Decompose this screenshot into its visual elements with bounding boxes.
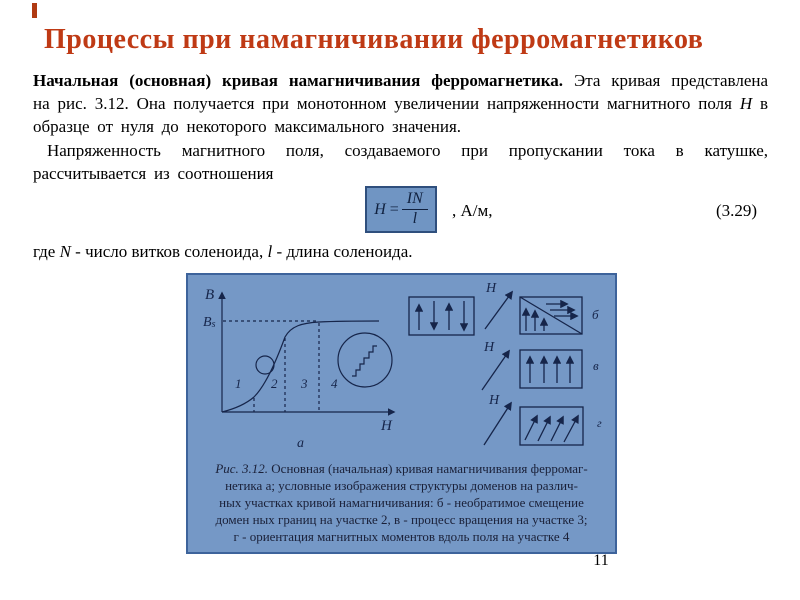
figure-caption: [188, 457, 615, 545]
h-label-2: H: [484, 340, 495, 355]
barkhausen-steps: [352, 346, 377, 376]
slide-title: Процессы при намагничивании ферромагнетиков: [44, 24, 704, 55]
h-field-arrow-1: [485, 292, 512, 329]
domain-box-v: [520, 350, 582, 388]
formula-fraction: [402, 191, 428, 228]
curve-detail-circle: [256, 356, 274, 374]
caption-fig-ref: Рис. 3.12.: [215, 461, 269, 476]
caption-line-2: нетика а; условные изображения структуры доменов на различ-: [225, 478, 578, 493]
where-prefix: где: [33, 242, 60, 261]
paragraph-intro-text-2: в образце от нуля до некоторого максимального значения.: [33, 94, 769, 136]
caption-line-1-text: Основная (начальная) кривая намагничивания ферромаг-: [268, 461, 588, 476]
region-1-label: 1: [235, 376, 242, 391]
domain-arrow-diagonal: [551, 417, 563, 441]
formula-units: , А/м,: [452, 201, 493, 220]
caption-line-5: г - ориентация магнитных моментов вдоль поля на участке 4: [233, 529, 570, 544]
domain-arrow-diagonal: [525, 416, 537, 440]
region-2-label: 2: [271, 376, 278, 391]
diagram-label-g: г: [597, 416, 602, 430]
caption-line-4: домен ных границ на участке 2, в - процесс вращения на участке 3;: [215, 512, 588, 527]
bs-label-b: B: [203, 315, 212, 330]
domain-arrow-diagonal: [538, 417, 550, 441]
where-mid: - число витков соленоида,: [70, 242, 268, 261]
h-label-1: H: [486, 281, 497, 296]
corner-accent-mark: [32, 3, 37, 18]
page-number: 11: [593, 552, 609, 569]
graph-sub-label-a: а: [297, 436, 304, 451]
h-label-3: H: [489, 393, 500, 408]
h-field-arrow-2: [482, 351, 509, 390]
formula-denominator: l: [412, 210, 418, 227]
diagram-label-b: б: [592, 307, 599, 322]
figure-3-12: [186, 273, 617, 554]
caption-line-3: ных участках кривой намагничивания: б - необратимое смещение: [219, 495, 584, 510]
formula-numerator: IN: [402, 191, 428, 210]
diagram-label-v: в: [593, 358, 599, 373]
domain-diagrams: [409, 292, 583, 445]
formula-box: [365, 186, 437, 233]
bs-label: [203, 315, 216, 330]
paragraph-intro: [33, 69, 768, 138]
magnetization-graph: [222, 293, 394, 412]
equation-number: (3.29): [716, 201, 758, 220]
l-variable: l: [267, 242, 273, 261]
where-definition-line: [33, 242, 753, 262]
n-variable: N: [59, 242, 71, 261]
h-field-symbol: Н: [739, 94, 753, 113]
formula-lhs: H: [374, 200, 386, 218]
region-4-label: 4: [331, 376, 338, 391]
figure-graphics: [188, 275, 615, 457]
h-axis-label: H: [381, 418, 392, 434]
bs-label-sub: s: [211, 319, 216, 330]
paragraph-intro-text-1: Эта кривая представлена на рис. 3.12. Она получается при монотонном увеличении напряженности магнитного поля: [33, 71, 769, 113]
b-axis-label: B: [205, 287, 215, 303]
barkhausen-zoom-circle: [338, 333, 392, 387]
formula-equals: =: [389, 200, 399, 218]
h-field-arrow-3: [484, 403, 511, 445]
paragraph-field-strength: Напряженность магнитного поля, создаваемого при пропускании тока в катушке, рассчитывается из соотношения: [33, 141, 768, 183]
domain-arrow-diagonal: [564, 416, 578, 442]
where-suffix: - длина соленоида.: [272, 242, 413, 261]
paragraph-intro-lead: Начальная (основная) кривая намагничивания ферромагнетика.: [33, 71, 564, 90]
region-3-label: 3: [301, 376, 308, 391]
caption-line-1: [192, 460, 611, 477]
